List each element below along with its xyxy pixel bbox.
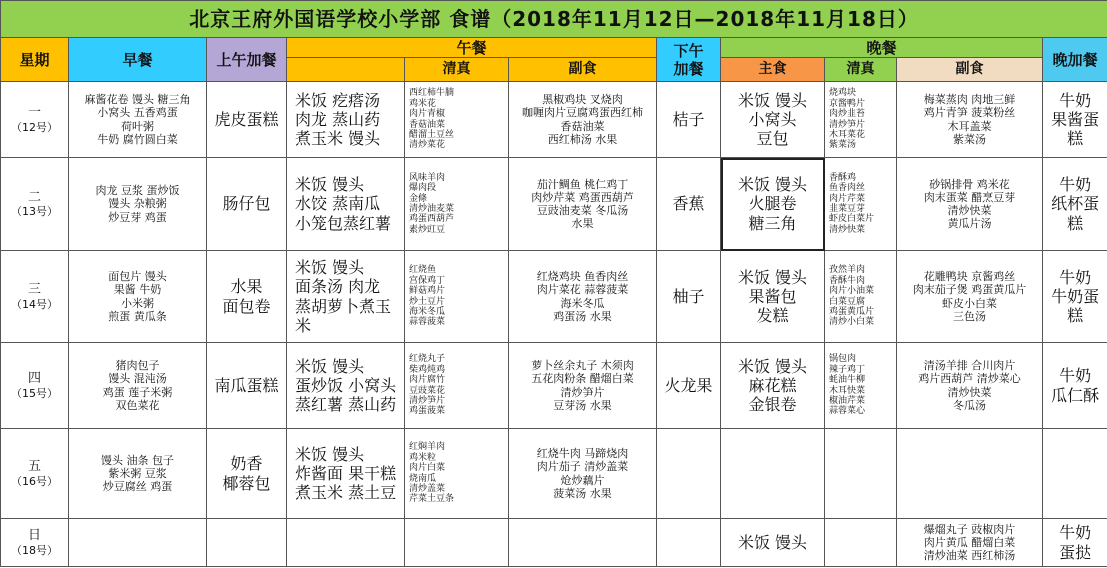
- dinner-side-cell: 爆熘丸子 豉椒肉片 肉片黄瓜 醋熘白菜 清炒油菜 西红柿汤: [897, 519, 1043, 567]
- header-lunch-halal: 清真: [405, 58, 509, 82]
- table-row: [1, 519, 1107, 567]
- morning-snack-cell: 水果 面包卷: [207, 251, 287, 343]
- evening-snack-cell: 牛奶 牛奶蛋 糕: [1043, 251, 1107, 343]
- table-row: [1, 429, 1107, 519]
- lunch-staple-cell: 米饭 馒头 蛋炒饭 小窝头 蒸红薯 蒸山药: [287, 343, 405, 429]
- header-dinner: 晚餐: [721, 38, 1043, 58]
- dinner-staple-cell: 米饭 馒头 果酱包 发糕: [721, 251, 825, 343]
- lunch-staple-cell: [287, 519, 405, 567]
- menu-title: 北京王府外国语学校小学部 食谱（2018年11月12日—2018年11月18日）: [1, 1, 1107, 38]
- lunch-side-cell: [509, 519, 657, 567]
- dinner-halal-cell: [825, 519, 897, 567]
- morning-snack-cell: 虎皮蛋糕: [207, 82, 287, 158]
- day-date: （13号）: [11, 205, 58, 219]
- day-cell: [1, 82, 69, 158]
- header-evening-snack: 晚加餐: [1043, 38, 1107, 82]
- header-lunch-staple: [287, 58, 405, 82]
- header-morning-snack: 上午加餐: [207, 38, 287, 82]
- header-lunch: 午餐: [287, 38, 657, 58]
- dinner-halal-cell: 香酥鸡 鱼香肉丝 肉片芹菜 韭菜豆芽 虾皮白菜片 清炒快菜: [825, 158, 897, 251]
- lunch-staple-cell: 米饭 疙瘩汤 肉龙 蒸山药 煮玉米 馒头: [287, 82, 405, 158]
- afternoon-snack-cell: 香蕉: [657, 158, 721, 251]
- afternoon-snack-cell: [657, 429, 721, 519]
- day-name: 三: [27, 282, 41, 298]
- afternoon-snack-cell: 桔子: [657, 82, 721, 158]
- dinner-staple-cell: [721, 429, 825, 519]
- header-lunch-side: 副食: [509, 58, 657, 82]
- dinner-staple-cell: 米饭 馒头: [721, 519, 825, 567]
- dinner-side-cell: 花雕鸭块 京酱鸡丝 肉末茄子煲 鸡蛋黄瓜片 虾皮小白菜 三色汤: [897, 251, 1043, 343]
- lunch-halal-cell: [405, 519, 509, 567]
- day-date: （14号）: [11, 297, 58, 311]
- lunch-halal-cell: 红烧丸子 柴鸡炖鸡 肉片腐竹 豆豉菜花 清炒笋片 鸡蛋菠菜: [405, 343, 509, 429]
- breakfast-cell: [69, 519, 207, 567]
- breakfast-cell: 馒头 油条 包子 紫米粥 豆浆 炒豆腐丝 鸡蛋: [69, 429, 207, 519]
- morning-snack-cell: 奶香 椰蓉包: [207, 429, 287, 519]
- afternoon-snack-cell: 柚子: [657, 251, 721, 343]
- evening-snack-cell: 牛奶 果酱蛋 糕: [1043, 82, 1107, 158]
- day-cell: [1, 158, 69, 251]
- day-cell: [1, 343, 69, 429]
- lunch-side-cell: 茄汁鲷鱼 桃仁鸡丁 肉炒芹菜 鸡蛋西葫芦 豆豉油麦菜 冬瓜汤 水果: [509, 158, 657, 251]
- evening-snack-cell: 牛奶 瓜仁酥: [1043, 343, 1107, 429]
- lunch-staple-cell: 米饭 馒头 面条汤 肉龙 蒸胡萝卜煮玉米: [287, 251, 405, 343]
- dinner-staple-cell: 米饭 馒头 小窝头 豆包: [721, 82, 825, 158]
- afternoon-snack-cell: [657, 519, 721, 567]
- dinner-side-cell: 清汤羊排 合川肉片 鸡片西葫芦 清炒菜心 清炒快菜 冬瓜汤: [897, 343, 1043, 429]
- lunch-side-cell: 萝卜丝余丸子 木须肉 五花肉粉条 醋熘白菜 清炒笋片 豆芽汤 水果: [509, 343, 657, 429]
- day-cell: [1, 251, 69, 343]
- table-row: [1, 343, 1107, 429]
- dinner-side-cell: 砂锅排骨 鸡米花 肉末蛋菜 醋烹豆芽 清炒快菜 黄瓜片汤: [897, 158, 1043, 251]
- header-dinner-staple: 主食: [721, 58, 825, 82]
- lunch-side-cell: 红烧鸡块 鱼香肉丝 肉片菜花 蒜蓉菠菜 海米冬瓜 鸡蛋汤 水果: [509, 251, 657, 343]
- evening-snack-cell: 牛奶 纸杯蛋 糕: [1043, 158, 1107, 251]
- dinner-side-cell: 梅菜蒸肉 肉地三鲜 鸡片青笋 菠菜粉丝 木耳盖菜 紫菜汤: [897, 82, 1043, 158]
- day-date: （18号）: [11, 543, 58, 557]
- evening-snack-cell: 牛奶 蛋挞: [1043, 519, 1107, 567]
- day-date: （16号）: [11, 474, 58, 488]
- breakfast-cell: 肉龙 豆浆 蛋炒饭 馒头 杂粮粥 炒豆芽 鸡蛋: [69, 158, 207, 251]
- table-row: [1, 251, 1107, 343]
- dinner-staple-cell: 米饭 馒头 火腿卷 糖三角: [721, 158, 825, 251]
- morning-snack-cell: 肠仔包: [207, 158, 287, 251]
- table-row: [1, 82, 1107, 158]
- afternoon-snack-cell: 火龙果: [657, 343, 721, 429]
- lunch-side-cell: 黑椒鸡块 叉烧肉 咖喱肉片豆腐鸡蛋西红柿 香菇油菜 西红柿汤 水果: [509, 82, 657, 158]
- lunch-halal-cell: 西红柿牛腩 鸡米花 肉片青椒 香菇油菜 醋溜土豆丝 清炒菜花: [405, 82, 509, 158]
- header-dinner-side: 副食: [897, 58, 1043, 82]
- day-name: 日: [27, 528, 41, 544]
- header-breakfast: 早餐: [69, 38, 207, 82]
- day-name: 一: [27, 105, 41, 121]
- lunch-halal-cell: 红烧鱼 宫保鸡丁 鲜菇鸡片 炒土豆片 海米冬瓜 蒜蓉菠菜: [405, 251, 509, 343]
- lunch-staple-cell: 米饭 馒头 炸酱面 果干糕 煮玉米 蒸土豆: [287, 429, 405, 519]
- dinner-halal-cell: 烧鸡块 京酱鸭片 肉炒韭苔 清炒笋片 木耳菜花 紫菜汤: [825, 82, 897, 158]
- table-row: [1, 158, 1107, 251]
- breakfast-cell: 面包片 馒头 果酱 牛奶 小米粥 煎蛋 黄瓜条: [69, 251, 207, 343]
- dinner-halal-cell: 锅包肉 辣子鸡丁 蚝油牛柳 木耳快菜 椒油芹菜 蒜蓉菜心: [825, 343, 897, 429]
- evening-snack-cell: [1043, 429, 1107, 519]
- day-name: 五: [27, 459, 41, 475]
- lunch-staple-cell: 米饭 馒头 水饺 蒸南瓜 小笼包蒸红薯: [287, 158, 405, 251]
- day-name: 二: [27, 189, 41, 205]
- day-date: （12号）: [11, 120, 58, 134]
- dinner-halal-cell: 孜然羊肉 香酥牛肉 肉片小油菜 白菜豆腐 鸡蛋黄瓜片 清炒小白菜: [825, 251, 897, 343]
- lunch-side-cell: 红烧牛肉 马蹄烧肉 肉片茄子 清炒盖菜 炝炒藕片 菠菜汤 水果: [509, 429, 657, 519]
- day-date: （15号）: [11, 386, 58, 400]
- breakfast-cell: 猪肉包子 馒头 混沌汤 鸡蛋 莲子米粥 双色菜花: [69, 343, 207, 429]
- dinner-side-cell: [897, 429, 1043, 519]
- morning-snack-cell: 南瓜蛋糕: [207, 343, 287, 429]
- day-cell: [1, 429, 69, 519]
- morning-snack-cell: [207, 519, 287, 567]
- day-name: 四: [27, 371, 41, 387]
- breakfast-cell: 麻酱花卷 馒头 糖三角 小窝头 五香鸡蛋 荷叶粥 牛奶 腐竹圆白菜: [69, 82, 207, 158]
- dinner-staple-cell: 米饭 馒头 麻花糕 金银卷: [721, 343, 825, 429]
- header-dinner-halal: 清真: [825, 58, 897, 82]
- header-afternoon-snack: 下午 加餐: [657, 38, 721, 82]
- header-weekday: 星期: [1, 38, 69, 82]
- lunch-halal-cell: 红焖羊肉 鸡米粒 肉片白菜 烧南瓜 清炒盖菜 芹菜土豆条: [405, 429, 509, 519]
- day-cell: [1, 519, 69, 567]
- lunch-halal-cell: 风味羊肉 爆肉段 金條 清炒油麦菜 鸡蛋西葫芦 素炒豇豆: [405, 158, 509, 251]
- dinner-halal-cell: [825, 429, 897, 519]
